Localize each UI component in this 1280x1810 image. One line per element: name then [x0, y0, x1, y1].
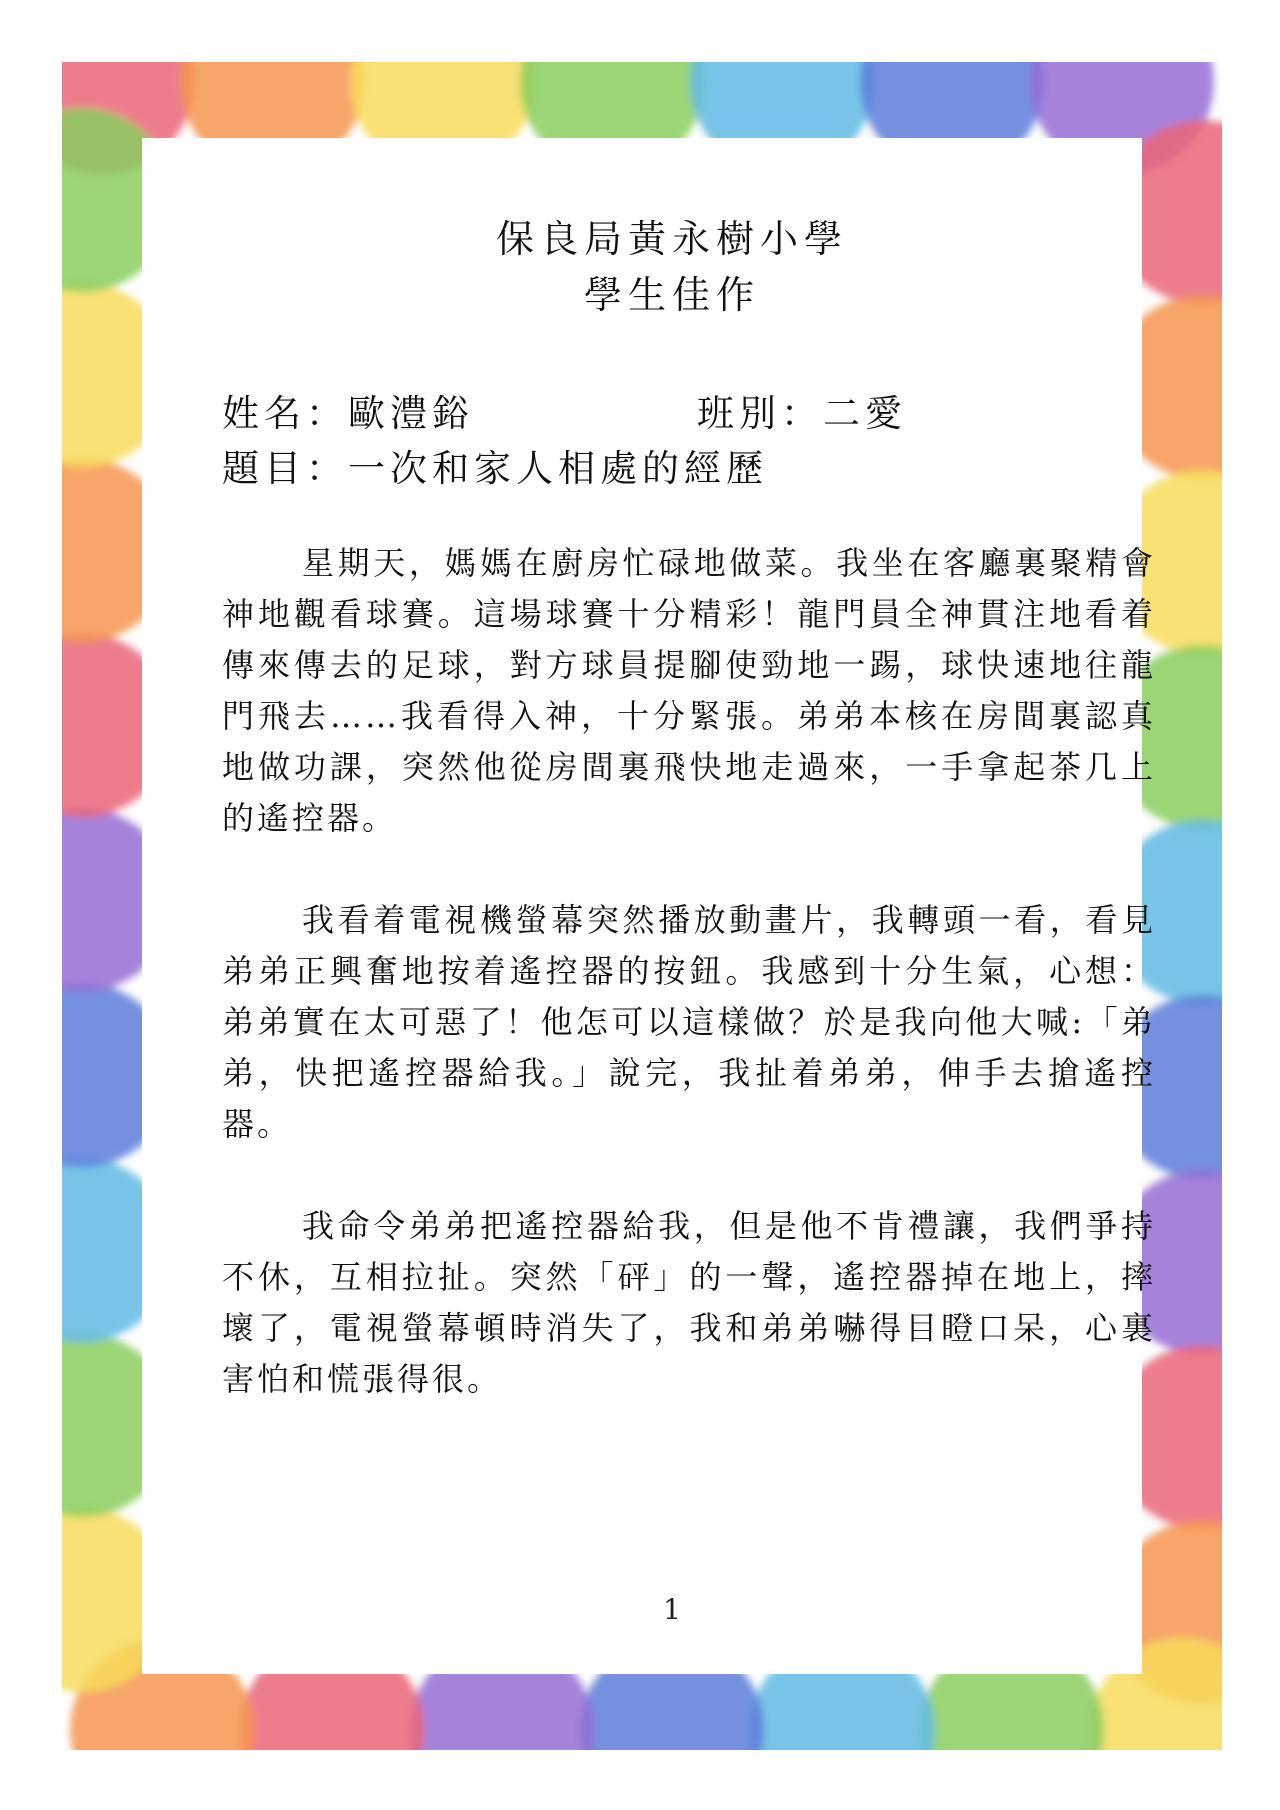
writing-paper: [142, 138, 1156, 1674]
essay-paragraph-3: 我命令弟弟把遙控器給我，但是他不肯禮讓，我們爭持不休，互相拉扯。突然「砰」的一聲，遙控器掉在地上，摔壞了，電視螢幕頓時消失了，我和弟弟嚇得目瞪口呆，心裏害怕和慌張得很。: [222, 1207, 1156, 1398]
document-subtitle: 學生佳作: [583, 273, 760, 317]
student-name: 姓名：歐澧鋊: [222, 392, 474, 435]
student-class: 班別：二愛: [697, 392, 907, 435]
page-number: 1: [663, 1593, 681, 1626]
essay-topic: 題目：一次和家人相處的經歷: [222, 447, 768, 490]
watercolor-border: [62, 62, 1222, 1750]
essay-paragraph-1: 星期天，媽媽在廚房忙碌地做菜。我坐在客廳裏聚精會神地觀看球賽。這場球賽十分精彩！龍門員全神貫注地看着傳來傳去的足球，對方球員提腳使勁地一踢，球快速地往龍門飛去……我看得入神，十分緊張。弟弟本核在房間裏認真地做功課，突然他從房間裏飛快地走過來，一手拿起茶几上的遙控器。: [222, 544, 1156, 837]
essay-body: [222, 538, 1156, 1456]
essay-paragraph-2: 我看着電視機螢幕突然播放動畫片，我轉頭一看，看見弟弟正興奮地按着遙控器的按鈕。我感到十分生氣，心想：弟弟實在太可惡了！他怎可以這樣做？於是我向他大喊:「弟弟，快把遙控器給我。」說完，我扯着弟弟，伸手去搶遙控器。: [222, 901, 1156, 1143]
school-name: 保良局黃永樹小學: [495, 217, 848, 261]
